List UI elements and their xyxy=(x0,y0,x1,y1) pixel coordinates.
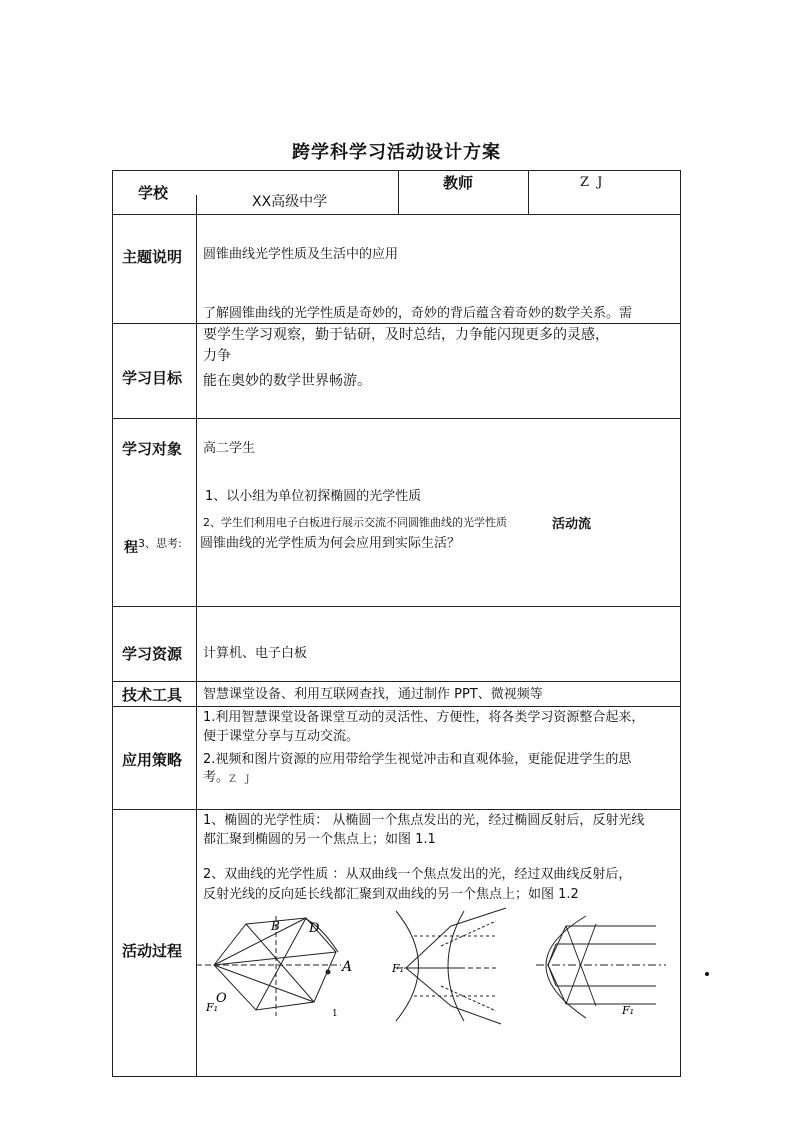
strategy-p2b: 考。 xyxy=(203,770,230,785)
audience-value: 高二学生 xyxy=(203,441,256,456)
topic-label: 主题说明 xyxy=(122,248,183,266)
resources-label: 学习资源 xyxy=(122,645,183,663)
goal-line-1: 了解圆锥曲线的光学性质是奇妙的，奇妙的背后蕴含着奇妙的数学关系。需 xyxy=(203,306,633,321)
process-e1a: 1、椭圆的光学性质： 从椭圆一个焦点发出的光，经过椭圆反射后，反射光线 xyxy=(203,813,645,828)
goal-line-4: 能在奥妙的数学世界畅游。 xyxy=(203,373,371,389)
teacher-value: Z J xyxy=(580,175,603,190)
goal-line-2: 要学生学习观察，勤于钻研，及时总结，力争能闪现更多的灵感， xyxy=(203,327,609,343)
flow-item-3-prefix: 3、思考: xyxy=(138,537,182,550)
flow-item-3: 圆锥曲线的光学性质为何会应用到实际生活？ xyxy=(200,536,461,551)
tools-value: 智慧课堂设备、利用互联网查找，通过制作 PPT、微视频等 xyxy=(203,687,543,702)
strategy-mark: Z J xyxy=(229,774,250,785)
conic-optics-figures xyxy=(196,906,693,1026)
fig-label-a: A xyxy=(342,959,353,975)
process-label: 活动过程 xyxy=(122,942,183,960)
flow-label-b: 程 xyxy=(124,540,138,556)
process-e2a: 2、双曲线的光学性质 ：从双曲线一个焦点发出的光，经过双曲线反射后， xyxy=(203,867,632,882)
fig-label-f: F₁ xyxy=(392,962,405,975)
hyperbola-right-branch xyxy=(448,911,464,1021)
fig-label-b: B xyxy=(271,919,280,933)
school-value: XX高级中学 xyxy=(252,194,328,210)
tools-label: 技术工具 xyxy=(122,686,183,704)
school-label: 学校 xyxy=(138,184,169,202)
fig-label-page: 1 xyxy=(332,1009,338,1019)
page-title: 跨学科学习活动设计方案 xyxy=(292,142,501,163)
goal-line-3: 力争 xyxy=(203,348,231,364)
strategy-p1a: 1.利用智慧课堂设备课堂互动的灵活性、方便性，将各类学习资源整合起来， xyxy=(203,710,645,725)
flow-item-1: 1、以小组为单位初探椭圆的光学性质 xyxy=(205,489,422,504)
audience-label: 学习对象 xyxy=(122,440,183,458)
strategy-p1b: 便于课堂分享与互动交流。 xyxy=(203,729,360,744)
teacher-label: 教师 xyxy=(443,174,474,192)
process-e2b: 反射光线的反向延长线都汇聚到双曲线的另一个焦点上；如图 1.2 xyxy=(203,887,579,902)
goal-label: 学习目标 xyxy=(122,369,183,387)
fig-label-f-right: F₁ xyxy=(622,1004,635,1017)
fig-label-d: D xyxy=(309,921,320,936)
strategy-p2a: 2.视频和图片资源的应用带给学生视觉冲击和直观体验，更能促进学生的思 xyxy=(203,752,632,767)
topic-value: 圆锥曲线光学性质及生活中的应用 xyxy=(203,247,399,262)
resources-value: 计算机、电子白板 xyxy=(203,646,308,661)
strategy-label: 应用策略 xyxy=(122,751,183,769)
hyperbola-figure xyxy=(396,908,506,1024)
fig-label-f1: F₁ xyxy=(206,1001,219,1014)
process-e1b: 都汇聚到椭圆的另一个焦点上；如图 1.1 xyxy=(203,832,436,847)
flow-label-a: 活动流 xyxy=(552,517,592,532)
stray-dot xyxy=(705,972,709,976)
flow-item-2: 2、学生们利用电子白板进行展示交流不同圆锥曲线的光学性质 xyxy=(203,516,507,529)
fig-label-o: O xyxy=(216,991,227,1006)
parabola-figure xyxy=(536,916,666,1018)
